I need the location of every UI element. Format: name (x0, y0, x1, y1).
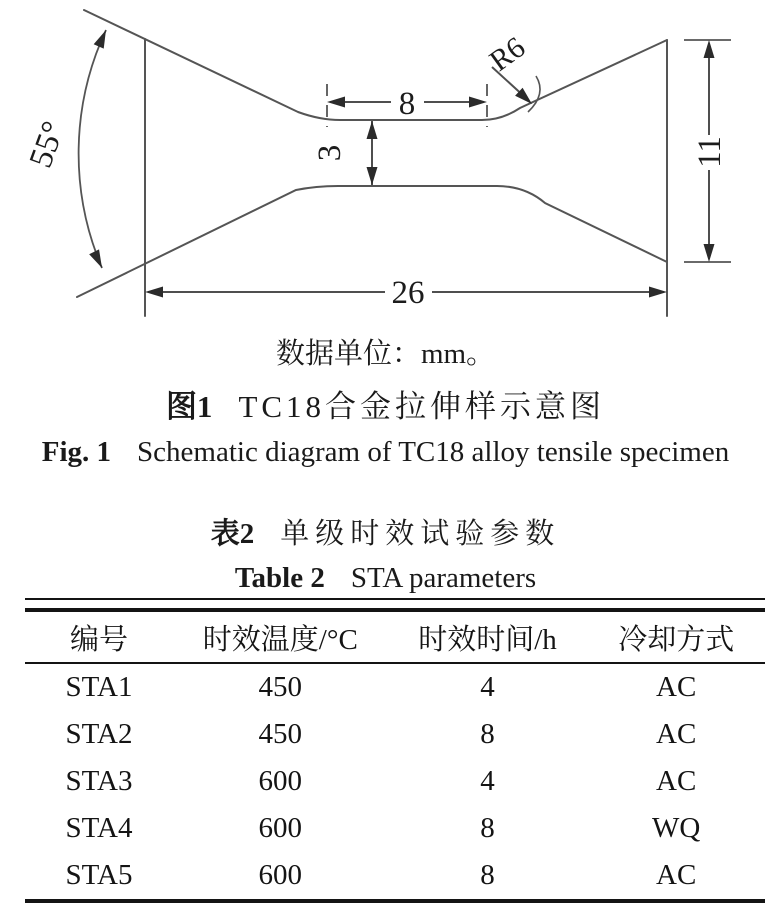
cell-temperature: 450 (258, 671, 303, 703)
table-title-cn-text: 单级时效试验参数 (280, 518, 561, 550)
arrow-left (145, 287, 163, 298)
figure-caption-en-label: Fig. 1 (41, 436, 112, 468)
arrow-up (704, 40, 715, 58)
cell-temperature: 600 (258, 812, 303, 844)
table-rule-gap (25, 600, 765, 608)
figure-caption-en (0, 436, 771, 469)
figure-caption-cn-label: 图1 (165, 389, 213, 424)
table-row (25, 663, 765, 711)
cell-cooling: AC (656, 671, 697, 703)
figure-caption-cn (0, 381, 771, 426)
arrow-left (327, 97, 345, 108)
cell-cooling: WQ (652, 812, 701, 844)
table-title-cn-label: 表2 (210, 518, 255, 550)
specimen-bottom-edge (77, 186, 667, 297)
arrow-right (469, 97, 487, 108)
header-aging-time: 时效时间/h (388, 612, 588, 663)
arrow-up (367, 121, 378, 139)
dimension-angle (23, 28, 111, 271)
cell-id: STA1 (65, 671, 133, 703)
end-width-label: 11 (692, 136, 728, 168)
table-row (25, 805, 765, 852)
cell-time: 4 (480, 765, 495, 797)
figure-caption-cn-text: TC18合金拉伸样示意图 (238, 389, 606, 424)
gauge-length-label: 8 (398, 86, 416, 122)
header-aging-temperature: 时效温度/°C (173, 612, 388, 663)
cell-time: 8 (480, 812, 495, 844)
sta-parameters-table (25, 598, 765, 903)
dimension-total-length (145, 275, 667, 311)
gauge-width-label: 3 (312, 144, 348, 162)
table-header-row (25, 612, 765, 663)
cell-time: 4 (480, 671, 495, 703)
specimen-top-edge (84, 10, 667, 120)
dimension-gauge-width (312, 121, 378, 185)
unit-note: 数据单位：mm。 (275, 338, 496, 370)
table-row (25, 711, 765, 758)
header-cooling-method: 冷却方式 (587, 612, 765, 663)
angle-label: 55° (22, 116, 73, 173)
cell-time: 8 (480, 859, 495, 891)
angle-arc (79, 30, 106, 268)
cell-time: 8 (480, 718, 495, 750)
dimension-end-width (684, 40, 731, 262)
arrow-right (649, 287, 667, 298)
arrow-down (704, 244, 715, 262)
arrow-down (367, 167, 378, 185)
table-title-cn (0, 511, 771, 552)
cell-id: STA3 (65, 765, 133, 797)
fillet-arc (528, 76, 540, 112)
table-row (25, 758, 765, 805)
table-title-en-label: Table 2 (234, 562, 325, 594)
cell-temperature: 600 (258, 859, 303, 891)
figure-caption-en-text: Schematic diagram of TC18 alloy tensile specimen (137, 436, 730, 468)
tensile-specimen-diagram (0, 0, 771, 330)
cell-cooling: AC (656, 718, 697, 750)
cell-temperature: 450 (258, 718, 303, 750)
table-title-en-text: STA parameters (350, 562, 537, 594)
total-length-label: 26 (391, 275, 425, 311)
table-row (25, 852, 765, 899)
cell-id: STA4 (65, 812, 133, 844)
dimension-fillet-radius (484, 31, 540, 112)
table (25, 612, 765, 899)
angle-arrow-top (94, 28, 111, 49)
table-bottom-rule (25, 899, 765, 903)
fillet-radius-label: R6 (483, 30, 532, 78)
header-id: 编号 (25, 612, 173, 663)
cell-cooling: AC (656, 765, 697, 797)
table-title-en (0, 562, 771, 595)
cell-cooling: AC (656, 859, 697, 891)
angle-arrow-bottom (89, 249, 107, 270)
cell-id: STA5 (65, 859, 133, 891)
cell-id: STA2 (65, 718, 133, 750)
cell-temperature: 600 (258, 765, 303, 797)
figure-1-drawing (0, 0, 771, 335)
